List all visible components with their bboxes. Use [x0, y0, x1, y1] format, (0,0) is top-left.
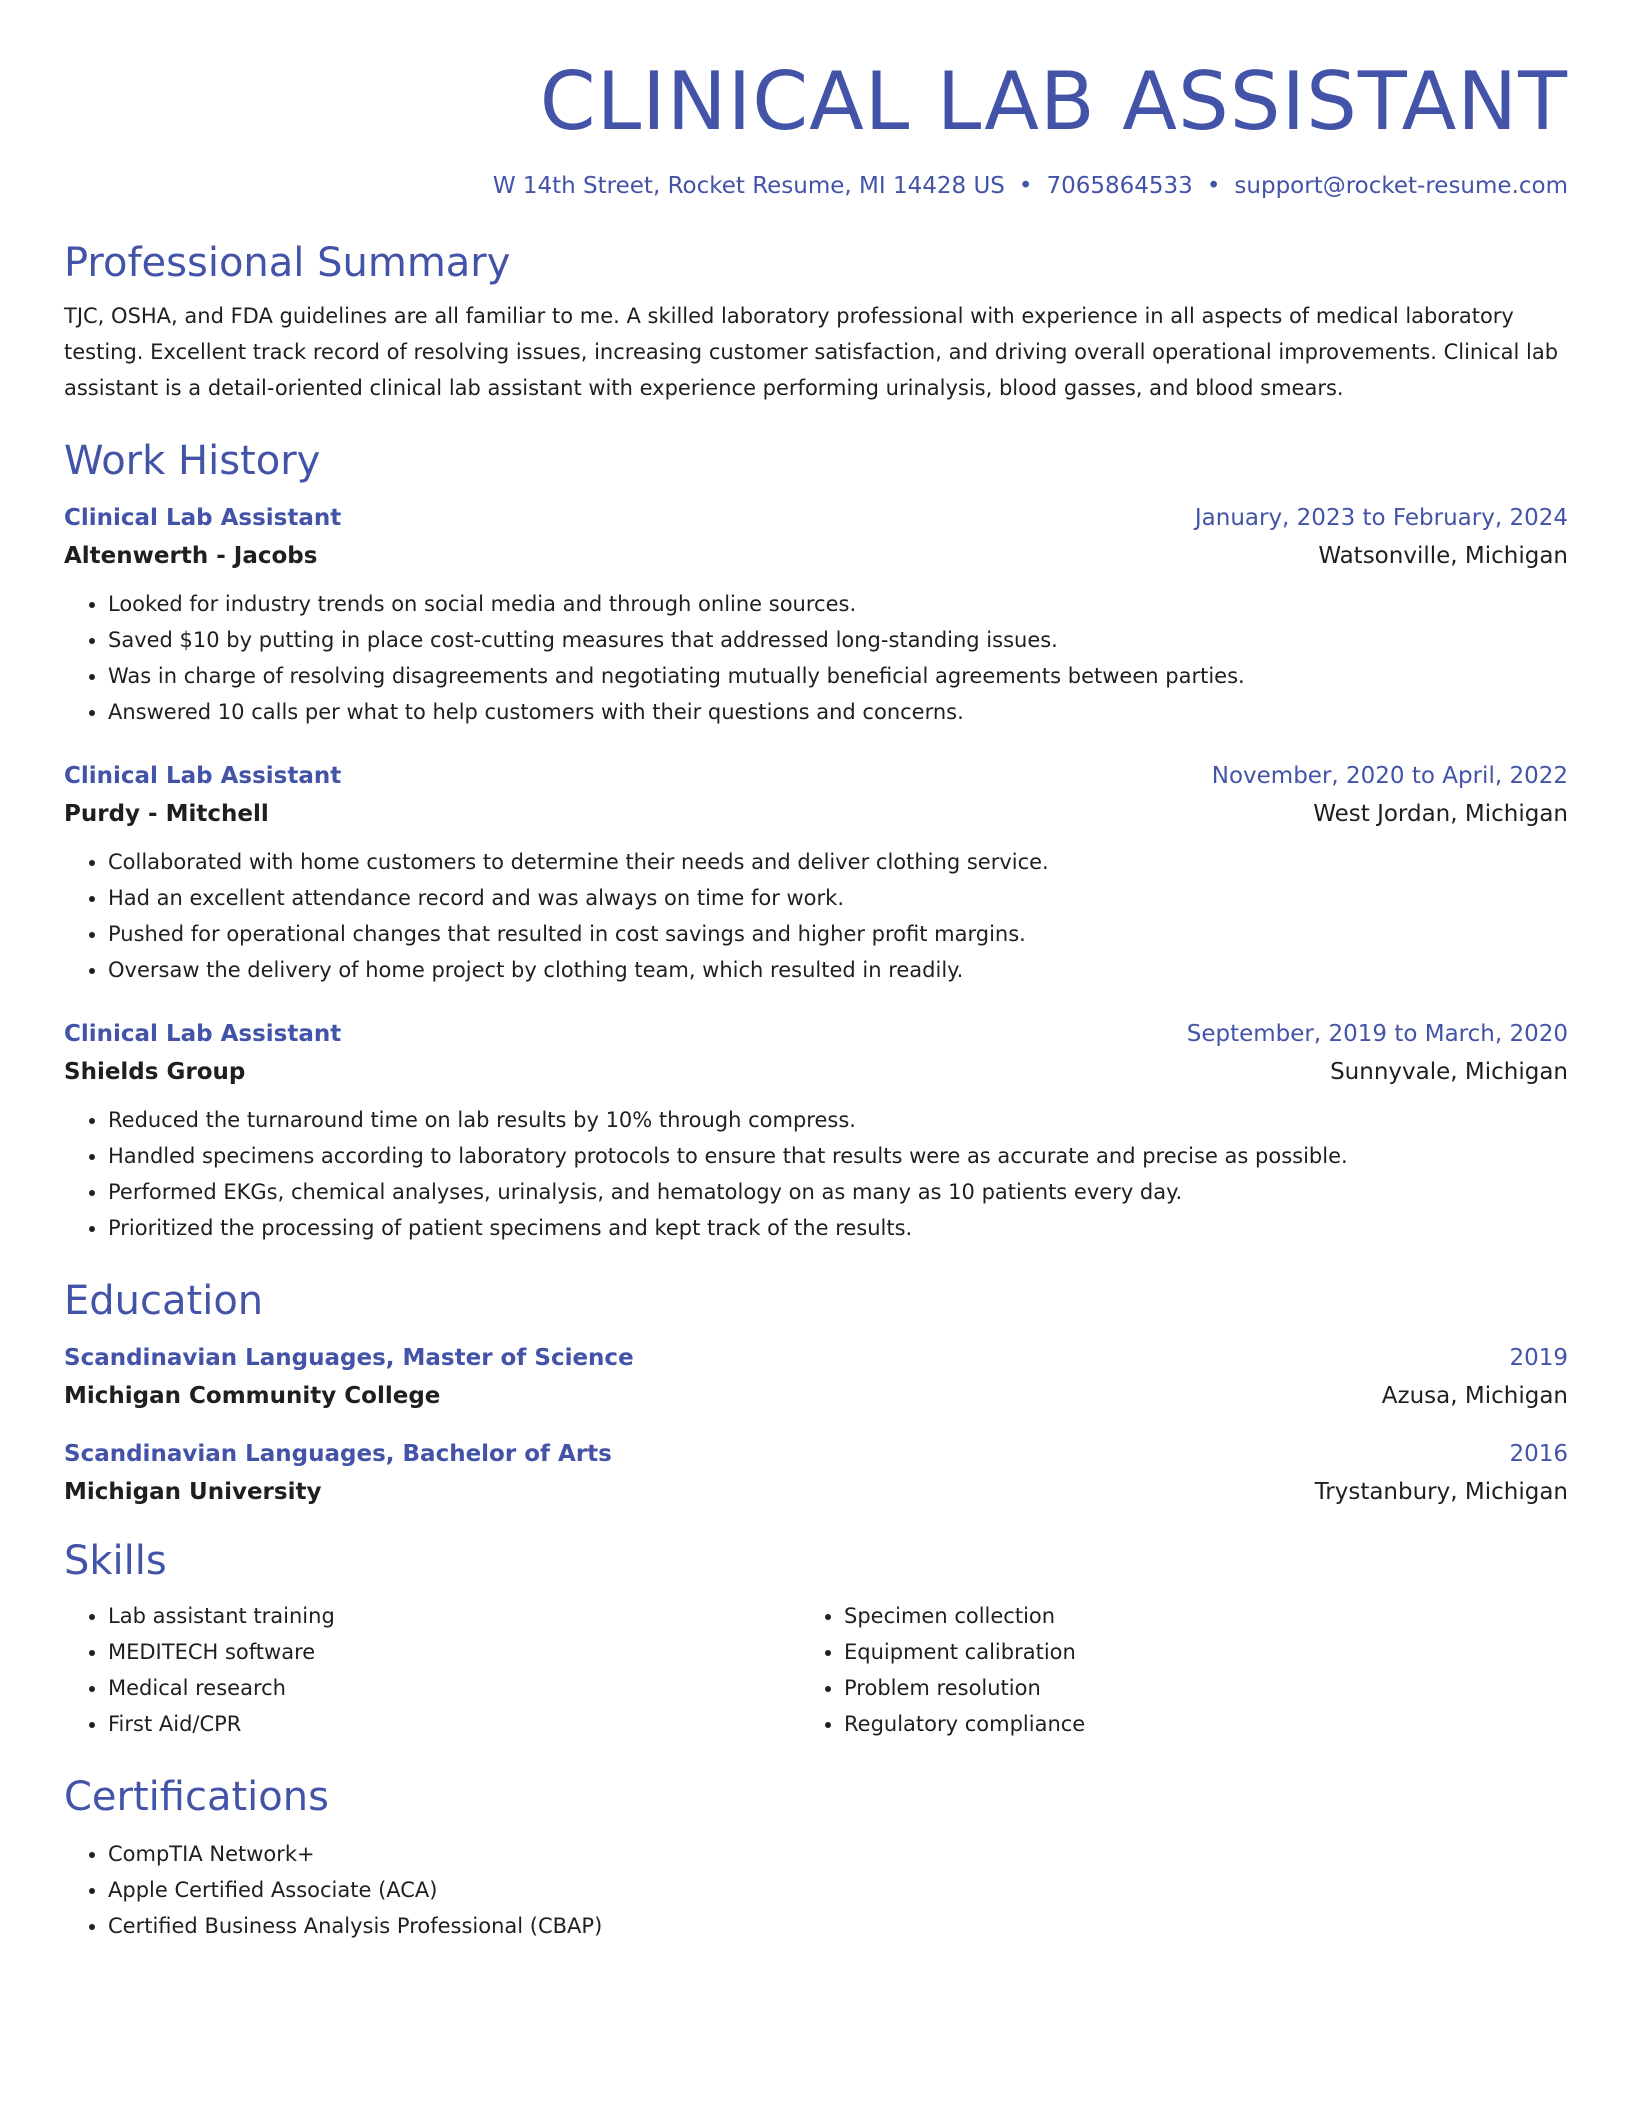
job-bullets	[64, 586, 1568, 730]
job-role: Clinical Lab Assistant	[64, 763, 342, 789]
contact-phone: 7065864533	[1046, 173, 1193, 199]
skill-item: • Lab assistant training	[108, 1598, 800, 1634]
education-heading: Education	[64, 1278, 264, 1324]
job-company: Altenwerth - Jacobs	[64, 543, 318, 569]
contact-separator: •	[1206, 173, 1221, 199]
job-bullet: • Looked for industry trends on social media and through online sources.	[108, 586, 1568, 622]
skill-item: • Regulatory compliance	[844, 1706, 1536, 1742]
job-bullet: • Pushed for operational changes that resulted in cost savings and higher profit margins.	[108, 916, 1568, 952]
education-school: Michigan Community College	[64, 1383, 441, 1409]
education-degree-row	[64, 1438, 1568, 1470]
skill-item: • Equipment calibration	[844, 1634, 1536, 1670]
skill-item: • First Aid/CPR	[108, 1706, 800, 1742]
candidate-title: CLINICAL LAB ASSISTANT	[539, 55, 1568, 148]
job-bullet: • Performed EKGs, chemical analyses, urinalysis, and hematology on as many as 10 patients every day.	[108, 1174, 1568, 1210]
skills-list-right	[800, 1598, 1536, 1742]
education-degree: Scandinavian Languages, Bachelor of Arts	[64, 1441, 612, 1467]
education-degree-row	[64, 1342, 1568, 1374]
education-location: Azusa, Michigan	[1381, 1383, 1568, 1409]
education-location: Trystanbury, Michigan	[1314, 1479, 1568, 1505]
job-entry	[64, 1018, 1568, 1246]
job-dates: January, 2023 to February, 2024	[1194, 505, 1568, 531]
work-history-heading: Work History	[64, 438, 321, 484]
education-school-row	[64, 1380, 1568, 1412]
education-entry	[64, 1438, 1568, 1508]
job-bullet: • Collaborated with home customers to determine their needs and deliver clothing service.	[108, 844, 1568, 880]
skills-columns	[64, 1598, 1568, 1742]
job-company: Purdy - Mitchell	[64, 801, 269, 827]
job-bullet: • Oversaw the delivery of home project by clothing team, which resulted in readily.	[108, 952, 1568, 988]
job-company-row	[64, 1056, 1568, 1088]
job-role-row	[64, 760, 1568, 792]
job-bullet: • Was in charge of resolving disagreements and negotiating mutually beneficial agreements between parties.	[108, 658, 1568, 694]
job-bullet: • Handled specimens according to laboratory protocols to ensure that results were as accurate and precise as possible.	[108, 1138, 1568, 1174]
certification-item: • Certified Business Analysis Professional (CBAP)	[108, 1908, 1568, 1944]
education-school-row	[64, 1476, 1568, 1508]
job-location: Sunnyvale, Michigan	[1330, 1059, 1568, 1085]
job-bullet: • Answered 10 calls per what to help customers with their questions and concerns.	[108, 694, 1568, 730]
contact-separator: •	[1018, 173, 1033, 199]
contact-email: support@rocket-resume.com	[1234, 173, 1568, 199]
job-entry	[64, 502, 1568, 730]
job-role-row	[64, 1018, 1568, 1050]
resume-header	[64, 52, 1568, 202]
job-entry	[64, 760, 1568, 988]
certification-item: • CompTIA Network+	[108, 1836, 1568, 1872]
education-year: 2016	[1509, 1441, 1568, 1467]
job-bullets	[64, 1102, 1568, 1246]
job-company-row	[64, 540, 1568, 572]
education-school: Michigan University	[64, 1479, 322, 1505]
skills-list-left	[64, 1598, 800, 1742]
job-role-row	[64, 502, 1568, 534]
skill-item: • Medical research	[108, 1670, 800, 1706]
job-company: Shields Group	[64, 1059, 246, 1085]
summary-heading: Professional Summary	[64, 240, 511, 286]
skill-item: • MEDITECH software	[108, 1634, 800, 1670]
job-bullet: • Had an excellent attendance record and was always on time for work.	[108, 880, 1568, 916]
job-bullet: • Reduced the turnaround time on lab results by 10% through compress.	[108, 1102, 1568, 1138]
contact-address: W 14th Street, Rocket Resume, MI 14428 US	[492, 173, 1005, 199]
job-company-row	[64, 798, 1568, 830]
education-degree: Scandinavian Languages, Master of Science	[64, 1345, 634, 1371]
certifications-list	[64, 1836, 1568, 1944]
contact-line	[64, 170, 1568, 202]
job-role: Clinical Lab Assistant	[64, 505, 342, 531]
skill-item: • Problem resolution	[844, 1670, 1536, 1706]
certifications-heading: Certifications	[64, 1774, 329, 1820]
skill-item: • Specimen collection	[844, 1598, 1536, 1634]
summary-text: TJC, OSHA, and FDA guidelines are all familiar to me. A skilled laboratory professional with experience in all aspects of medical laboratory testing. Excellent track record of resolving issues, increasing customer satisfaction, and driving overall operational improvements. Clinical lab assistant is a detail-oriented clinical lab assistant with experience performing urinalysis, blood gasses, and blood smears.	[64, 304, 1559, 400]
job-bullet: • Prioritized the processing of patient specimens and kept track of the results.	[108, 1210, 1568, 1246]
job-bullets	[64, 844, 1568, 988]
job-location: West Jordan, Michigan	[1313, 801, 1568, 827]
education-year: 2019	[1509, 1345, 1568, 1371]
job-dates: September, 2019 to March, 2020	[1186, 1021, 1568, 1047]
certification-item: • Apple Certified Associate (ACA)	[108, 1872, 1568, 1908]
job-location: Watsonville, Michigan	[1318, 543, 1568, 569]
skills-heading: Skills	[64, 1538, 167, 1584]
job-bullet: • Saved $10 by putting in place cost-cutting measures that addressed long-standing issues.	[108, 622, 1568, 658]
job-role: Clinical Lab Assistant	[64, 1021, 342, 1047]
education-entry	[64, 1342, 1568, 1412]
job-dates: November, 2020 to April, 2022	[1211, 763, 1568, 789]
